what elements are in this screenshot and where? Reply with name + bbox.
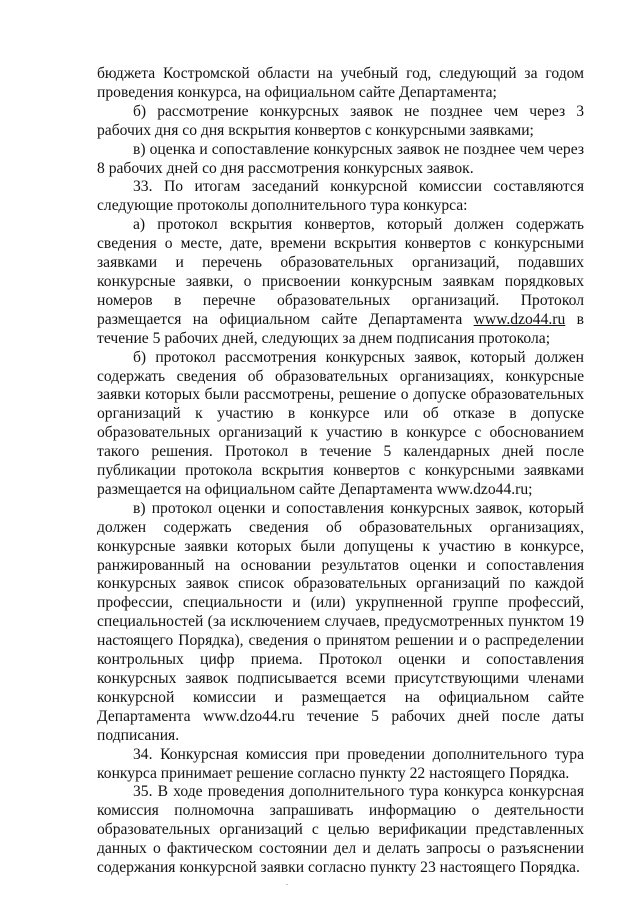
paragraph-text: б) рассмотрение конкурсных заявок не позднее чем через 3 рабочих дня со дня вскрытия конвертов с конкурсными заявками; <box>97 102 584 139</box>
paragraph-35 <box>97 783 584 878</box>
paragraph-33 <box>97 178 584 216</box>
website-link[interactable]: www.dzo44.ru <box>473 310 566 328</box>
paragraph-text: б) протокол рассмотрения конкурсных заявок, который должен содержать сведения об образовательных организациях, конкурсные заявки которых были рассмотрены, решение о допуске образовательных организаций к участию в конкурсе или об отказе в допуске образовательных организаций к участию в конкурсе с обоснованием такого решения. Протокол в течение 5 календарных дней после публикации протокола вскрытия конвертов с конкурсными заявками размещается на официальном сайте Департамента www.dzo44.ru; <box>97 348 584 498</box>
paragraph-budget-continuation <box>97 65 584 103</box>
paragraph-text: бюджета Костромской области на учебный год, следующий за годом проведения конкурса, на официальном сайте Департамента; <box>97 65 584 101</box>
paragraph-32v <box>97 141 584 179</box>
paragraph-text: а) протокол вскрытия конвертов, который должен содержать сведения о месте, дате, времени вскрытия конвертов с конкурсными заявками и перечень образовательных организаций, подавших конкурсные заявки, о присвоении конкурсным заявкам порядковых номеров в перечне образовательных организаций. Протокол размещается на официальном сайте Департамента <box>97 216 584 328</box>
paragraph-text: в течение 5 рабочих дней, следующих за днем подписания протокола; <box>97 310 584 347</box>
paragraph-34 <box>97 746 584 784</box>
paragraph-33a <box>97 216 584 348</box>
paragraph-33b <box>97 349 584 500</box>
paragraph-33v <box>97 500 584 746</box>
paragraph-32b <box>97 103 584 141</box>
document-body <box>97 65 584 878</box>
scan-speck <box>286 884 288 885</box>
paragraph-text: 33. По итогам заседаний конкурсной комиссии составляются следующие протоколы дополнительного тура конкурса: <box>97 178 584 215</box>
paragraph-text: в) протокол оценки и сопоставления конкурсных заявок, который должен содержать сведения об образовательных организациях, конкурсные заявки которых были допущены к участию в конкурсе, ранжированный на основании результатов оценки и сопоставления конкурсных заявок список образовательных организаций по каждой профессии, специальности и (или) укрупненной группе профессий, специальностей (за исключением случаев, предусмотренных пунктом 19 настоящего Порядка), сведения о принятом решении и о распределении контрольных цифр приема. Протокол оценки и сопоставления конкурсных заявок подписывается всеми присутствующими членами конкурсной комиссии и размещается на официальном сайте Департамента www.dzo44.ru течение 5 рабочих дней после даты подписания. <box>97 499 584 744</box>
paragraph-text: 34. Конкурсная комиссия при проведении дополнительного тура конкурса принимает решение согласно пункту 22 настоящего Порядка. <box>97 745 584 782</box>
paragraph-text: в) оценка и сопоставление конкурсных заявок не позднее чем через 8 рабочих дней со дня рассмотрения конкурсных заявок. <box>97 140 584 177</box>
paragraph-text: 35. В ходе проведения дополнительного тура конкурса конкурсная комиссия полномочна запрашивать информацию о деятельности образовательных организаций с целью верификации представленных данных о фактическом состоянии дел и делать запросы о разъяснении содержания конкурсной заявки согласно пункту 23 настоящего Порядка. <box>97 783 584 877</box>
